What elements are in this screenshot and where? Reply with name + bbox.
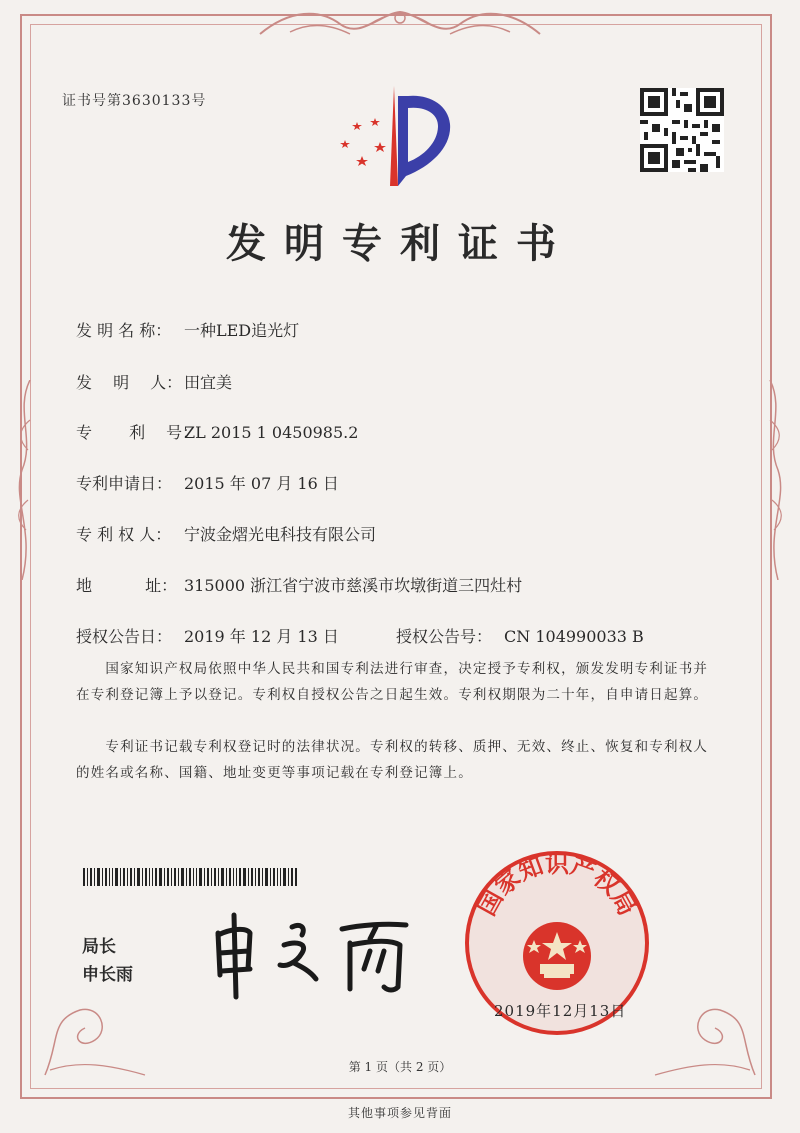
- field-application-date: [76, 471, 339, 494]
- right-ornament: [760, 380, 790, 580]
- statement-paragraph-1: 国家知识产权局依照中华人民共和国专利法进行审查，决定授予专利权，颁发发明专利证书并在专利登记簿上予以登记。专利权自授权公告之日起生效。专利权期限为二十年，自申请日起算。: [76, 661, 709, 703]
- top-ornament: [250, 4, 550, 44]
- field-label: 专 利 权 人：: [76, 525, 172, 544]
- signatory-name: 申长雨: [82, 965, 133, 985]
- left-ornament: [10, 380, 40, 580]
- field-patentee: [76, 522, 376, 545]
- certificate-number: 证书号第3630133号: [62, 93, 207, 109]
- footer-note: 其他事项参见背面: [347, 1106, 452, 1120]
- field-label: 专 利 号：: [76, 423, 199, 442]
- field-value: 一种LED追光灯: [184, 321, 300, 340]
- field-label: 授权公告号：: [396, 627, 493, 646]
- field-value: ZL 2015 1 0450985.2: [184, 423, 359, 442]
- field-value: 315000 浙江省宁波市慈溪市坎墩街道三四灶村: [184, 576, 523, 595]
- field-value: 田宜美: [184, 373, 233, 392]
- field-label: 发 明 名 称：: [76, 321, 172, 340]
- page-number: 第 1 页（共 2 页）: [348, 1060, 452, 1074]
- field-value: 宁波金熠光电科技有限公司: [184, 525, 377, 544]
- national-emblem: [523, 922, 591, 990]
- field-inventor: [76, 370, 232, 393]
- statement-paragraph-2: 专利证书记载专利权登记时的法律状况。专利权的转移、质押、无效、终止、恢复和专利权人的姓名或名称、国籍、地址变更等事项记载在专利登记簿上。: [76, 739, 709, 781]
- patent-office-logo: [332, 86, 462, 196]
- seal-date: 2019年12月13日: [494, 1002, 627, 1020]
- signatory-role: 局长: [82, 937, 116, 957]
- field-label: 地 址：: [76, 576, 178, 595]
- field-invention-name: [76, 318, 299, 341]
- field-label: 专利申请日：: [76, 474, 173, 493]
- field-address: [76, 573, 522, 596]
- certificate-title: 发明专利证书: [226, 220, 574, 267]
- field-value: 2019 年 12 月 13 日: [184, 627, 339, 646]
- field-value: CN 104990033 B: [504, 627, 644, 646]
- field-value: 2015 年 07 月 16 日: [184, 474, 339, 493]
- qr-code: [640, 88, 724, 172]
- handwritten-signature: [200, 905, 430, 1000]
- field-grant-number: [396, 624, 644, 647]
- seal-text: 国家知识产权局: [472, 850, 642, 921]
- barcode: [83, 868, 297, 886]
- field-patent-number: [76, 420, 358, 443]
- field-grant-date: [76, 624, 339, 647]
- field-label: 发 明 人：: [76, 373, 183, 392]
- field-label: 授权公告日：: [76, 627, 173, 646]
